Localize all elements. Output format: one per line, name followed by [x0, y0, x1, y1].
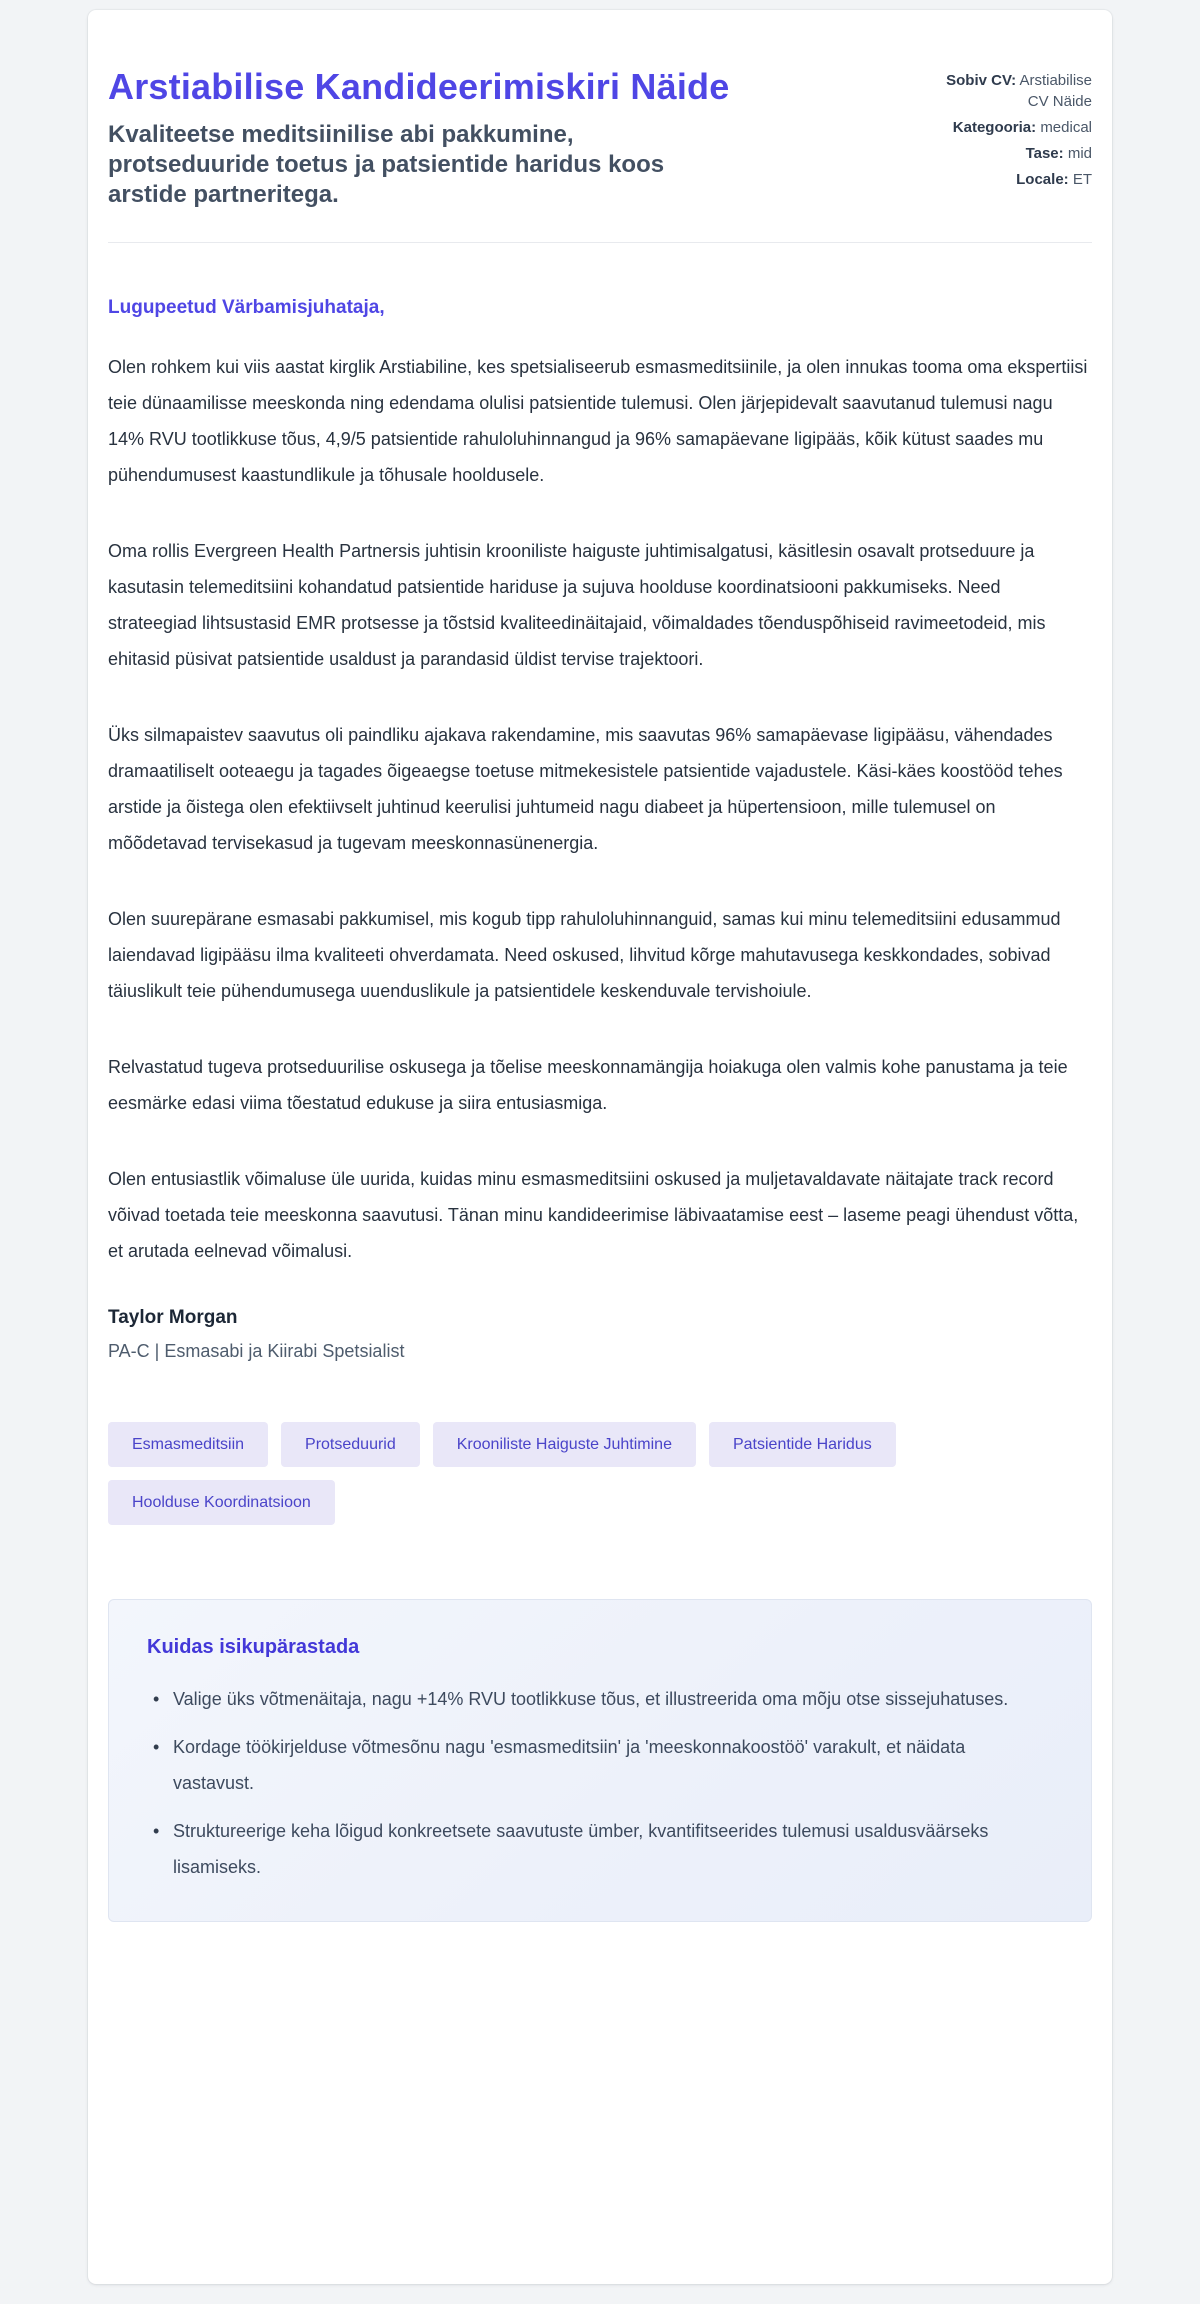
meta-value: ET: [1072, 171, 1092, 188]
meta-row-matching-cv: [942, 70, 1092, 112]
letter-paragraph: Olen suurepärane esmasabi pakkumisel, mis kogub tipp rahuloluhinnanguid, samas kui minu telemeditsiini edusammud laiendavad ligipääsu ilma kvaliteeti ohverdamata. Need oskused, lihvitud kõrge mahutavusega keskkondades, sobivad täiuslikult teie pühendumusega uuenduslikule ja patsientidele keskenduvale tervishoiule.: [108, 908, 1061, 1001]
meta-value: mid: [1067, 145, 1092, 162]
letter-paragraph: Olen entusiastlik võimaluse üle uurida, kuidas minu esmasmeditsiini oskused ja muljetavaldavate näitajate track record võivad toetada teie meeskonna saavutusi. Tänan minu kandideerimise läbivaatamise eest – laseme peagi ühendust võtta, et arutada eelnevad võimalusi.: [108, 1168, 1079, 1261]
tips-list: [147, 1681, 1053, 1885]
tip-item: • Struktureerige keha lõigud konkreetsete saavutuste ümber, kvantifitseerides tulemusi usaldusväärseks lisamiseks.: [147, 1813, 1047, 1885]
tip-item: • Valige üks võtmenäitaja, nagu +14% RVU tootlikkuse tõus, et illustreerida oma mõju otse sissejuhatuses.: [147, 1681, 1047, 1717]
meta-panel: [942, 68, 1092, 195]
page-title: Arstiabilise Kandideerimiskiri Näide: [108, 66, 730, 107]
cover-letter-card: [88, 10, 1112, 2284]
meta-label: Sobiv CV:: [946, 72, 1017, 89]
letter-greeting: Lugupeetud Värbamisjuhataja,: [108, 296, 385, 318]
meta-row-category: [942, 117, 1092, 138]
page-subtitle: Kvaliteetse meditsiinilise abi pakkumine, protseduuride toetus ja patsientide haridus koos arstide partneritega.: [108, 120, 665, 208]
meta-label: Locale:: [1016, 171, 1069, 188]
skill-tag[interactable]: Krooniliste Haiguste Juhtimine: [433, 1422, 696, 1467]
meta-label: Kategooria:: [952, 119, 1037, 136]
meta-value: Arstiabilise CV Näide: [1019, 72, 1092, 110]
letter-paragraph: Oma rollis Evergreen Health Partnersis juhtisin krooniliste haiguste juhtimisalgatusi, käsitlesin osavalt protseduure ja kasutasin telemeditsiini kohandatud patsientide hariduse ja sujuva hoolduse koordinatsiooni pakkumiseks. Need strateegiad lihtsustasid EMR protsesse ja tõstsid kvaliteedinäitajaid, võimaldades tõenduspõhiseid ravimeetodeid, mis ehitasid püsivat patsientide usaldust ja parandasid üldist tervise trajektoori.: [108, 540, 1046, 669]
letter-paragraph: Relvastatud tugeva protseduurilise oskusega ja tõelise meeskonnamängija hoiakuga olen valmis kohe panustama ja teie eesmärke edasi viima tõestatud edukuse ja siira entusiasmiga.: [108, 1056, 1068, 1113]
signature-name: Taylor Morgan: [108, 1306, 238, 1328]
letter-paragraph: Olen rohkem kui viis aastat kirglik Arstiabiline, kes spetsialiseerub esmasmeditsiinile, ja olen innukas tooma oma ekspertiisi teie dünaamilisse meeskonda ning edendama olulisi patsientide tulemusi. Olen järjepidevalt saavutanud tulemusi nagu 14% RVU tootlikkuse tõus, 4,9/5 patsientide rahuloluhinnangud ja 96% samapäevane ligipääs, kõik kütust saades mu pühendumusest kaastundlikule ja tõhusale hooldusele.: [108, 356, 1088, 485]
meta-value: medical: [1040, 119, 1092, 136]
header: [108, 68, 1092, 210]
skill-tag[interactable]: Esmasmeditsiin: [108, 1422, 268, 1467]
skill-tag[interactable]: Patsientide Haridus: [709, 1422, 896, 1467]
header-divider: [108, 242, 1092, 243]
meta-row-level: [942, 143, 1092, 164]
header-main: [108, 68, 729, 210]
meta-row-locale: [942, 169, 1092, 190]
skill-tags: [108, 1422, 1008, 1525]
skill-tag[interactable]: Hoolduse Koordinatsioon: [108, 1480, 335, 1525]
skill-tag[interactable]: Protseduurid: [281, 1422, 420, 1467]
letter-paragraph: Üks silmapaistev saavutus oli paindliku ajakava rakendamine, mis saavutas 96% samapäevase ligipääsu, vähendades dramaatiliselt ooteaegu ja tagades õigeaegse toetuse mitmekesistele patsientide vajadustele. Käsi-käes koostööd tehes arstide ja õistega olen efektiivselt juhtinud keerulisi juhtumeid nagu diabeet ja hüpertensioon, mille tulemusel on mõõdetavad tervisekasud ja tugevam meeskonnasünenergia.: [108, 724, 1063, 853]
signature-block: [108, 1307, 1092, 1362]
personalization-tips-box: [108, 1599, 1092, 1922]
signature-title: PA-C | Esmasabi ja Kiirabi Spetsialist: [108, 1340, 405, 1361]
letter-body: [108, 349, 1092, 1269]
meta-label: Tase:: [1025, 145, 1064, 162]
tips-heading: Kuidas isikupärastada: [147, 1635, 360, 1658]
tip-item: • Kordage töökirjelduse võtmesõnu nagu 'esmasmeditsiin' ja 'meeskonnakoostöö' varakult, et näidata vastavust.: [147, 1729, 1047, 1801]
